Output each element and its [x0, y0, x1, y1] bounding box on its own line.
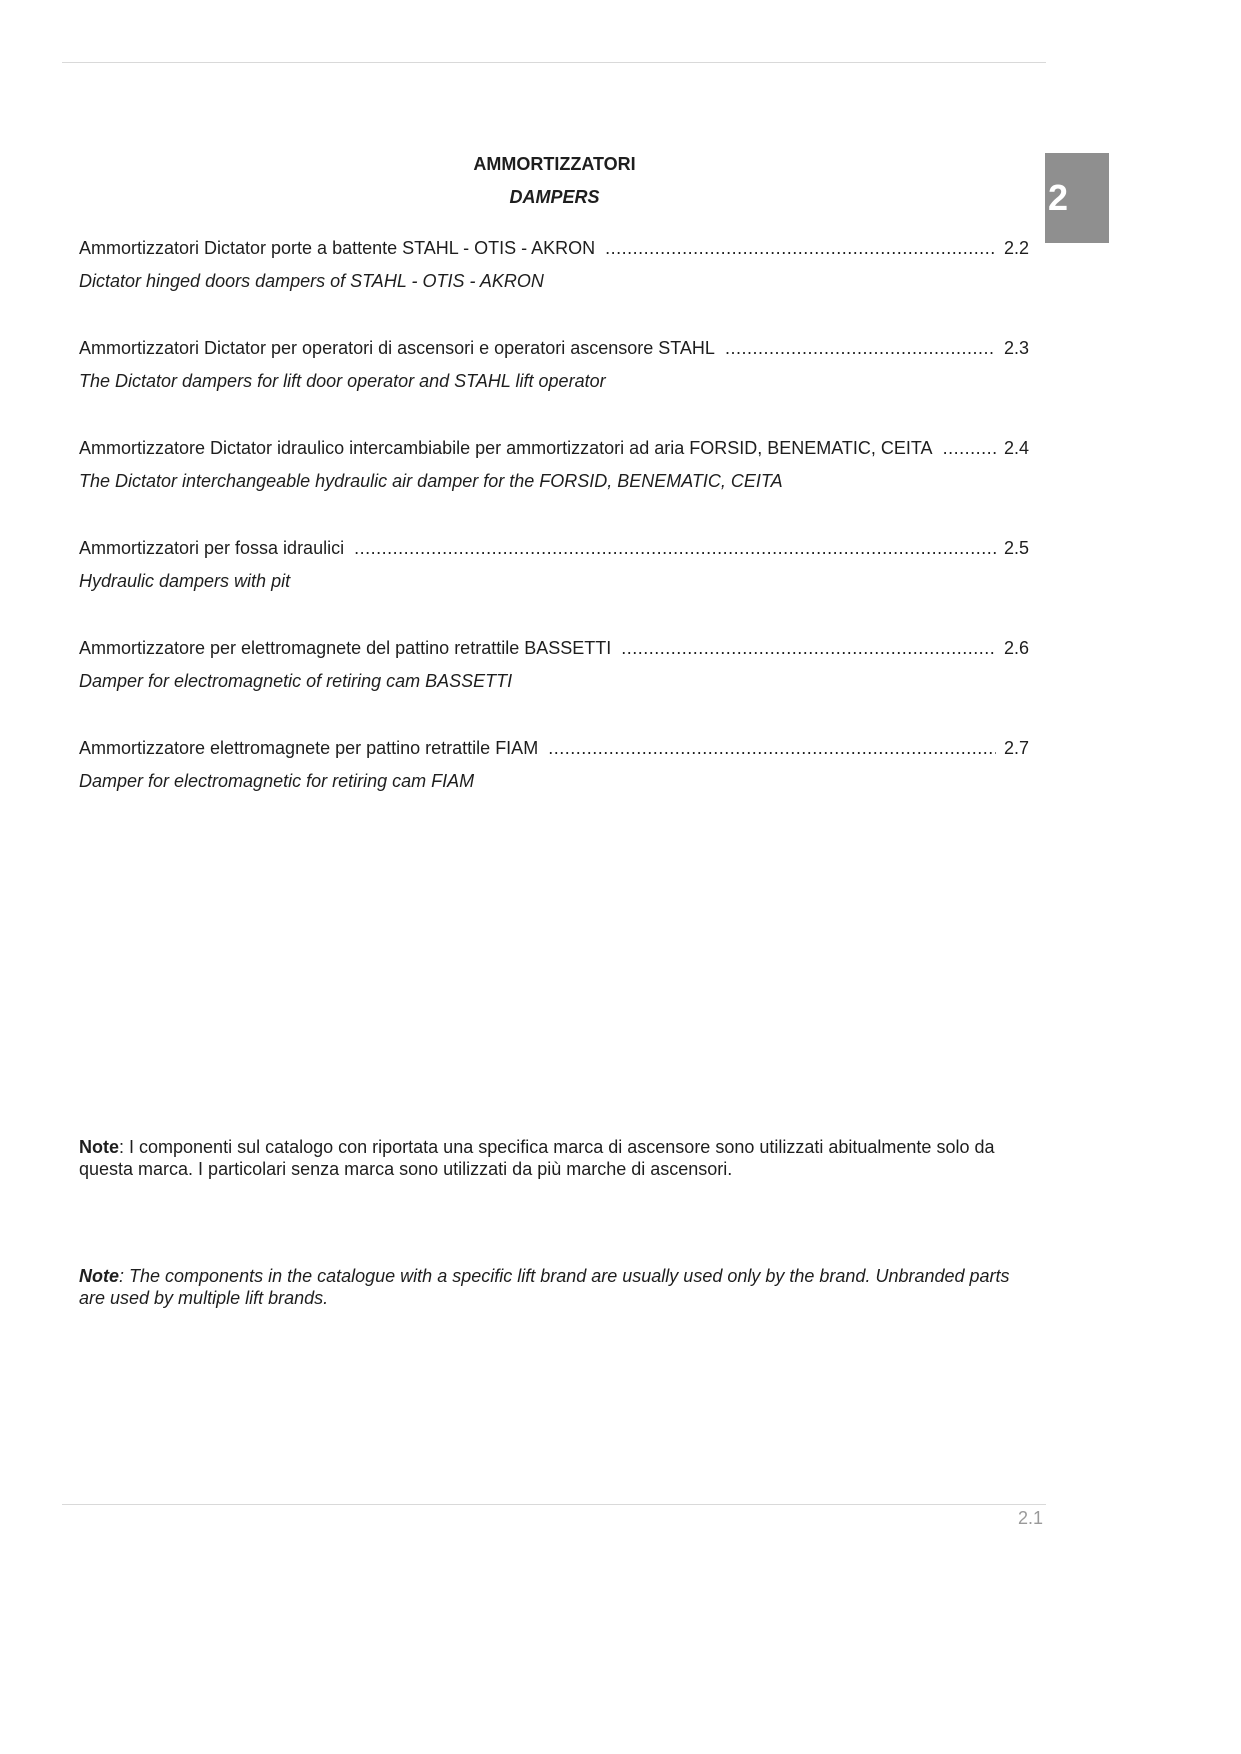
leader-dots: [621, 637, 996, 659]
leader-dots: [354, 537, 996, 559]
page-number: 2.1: [1018, 1508, 1044, 1528]
toc-entry-subtitle: Damper for electromagnetic for retiring cam FIAM: [79, 771, 475, 791]
note-label: Note: [79, 1137, 119, 1157]
toc-entry-subtitle: Damper for electromagnetic of retiring cam BASSETTI: [79, 671, 513, 691]
note-text: : The components in the catalogue with a specific lift brand are usually used only by the brand. Unbranded parts are used by multiple lift brands.: [79, 1266, 1010, 1308]
toc-entry-label[interactable]: Ammortizzatore Dictator idraulico intercambiabile per ammortizzatori ad aria FORSID, BENEMATIC, CEITA: [79, 438, 933, 458]
toc-entry: [79, 337, 1029, 437]
note-italian: [79, 1136, 1034, 1180]
leader-dots: [605, 237, 996, 259]
toc-entry-label[interactable]: Ammortizzatori Dictator porte a battente STAHL - OTIS - AKRON: [79, 238, 596, 258]
toc-entry-page[interactable]: 2.7: [1003, 738, 1029, 758]
toc-entry-page[interactable]: 2.6: [1003, 638, 1029, 658]
toc-entry-subtitle: Dictator hinged doors dampers of STAHL - OTIS - AKRON: [79, 271, 544, 291]
toc-entry-page[interactable]: 2.4: [1003, 438, 1029, 458]
toc-entry-label[interactable]: Ammortizzatori Dictator per operatori di ascensori e operatori ascensore STAHL: [79, 338, 715, 358]
section-tab: 2: [1045, 153, 1109, 243]
section-title-english: DAMPERS: [509, 187, 600, 207]
leader-dots: [548, 737, 996, 759]
toc-entry-label[interactable]: Ammortizzatore per elettromagnete del pattino retrattile BASSETTI: [79, 638, 612, 658]
toc-entry-page[interactable]: 2.3: [1003, 338, 1029, 358]
toc-entry: [79, 637, 1029, 737]
toc-entry-subtitle: Hydraulic dampers with pit: [79, 571, 291, 591]
toc-entry: [79, 437, 1029, 537]
leader-dots: [725, 337, 996, 359]
section-title: AMMORTIZZATORI: [473, 154, 636, 174]
toc-entry: [79, 537, 1029, 637]
header-rule: [62, 62, 1046, 63]
note-label: Note: [79, 1266, 119, 1286]
toc-entry: [79, 237, 1029, 337]
toc-entry-label[interactable]: Ammortizzatore elettromagnete per pattino retrattile FIAM: [79, 738, 539, 758]
note-english: [79, 1265, 1034, 1309]
footer-rule: [62, 1504, 1046, 1505]
toc-entry: [79, 737, 1029, 837]
toc-entry-label[interactable]: Ammortizzatori per fossa idraulici: [79, 538, 345, 558]
table-of-contents: [79, 237, 1029, 837]
note-text: : I componenti sul catalogo con riportata una specifica marca di ascensore sono utilizzati abitualmente solo da questa marca. I particolari senza marca sono utilizzati da più marche di ascensori.: [79, 1137, 995, 1179]
toc-entry-subtitle: The Dictator interchangeable hydraulic air damper for the FORSID, BENEMATIC, CEITA: [79, 471, 783, 491]
toc-entry-subtitle: The Dictator dampers for lift door operator and STAHL lift operator: [79, 371, 606, 391]
leader-dots: [943, 437, 996, 459]
toc-entry-page[interactable]: 2.2: [1003, 238, 1029, 258]
toc-entry-page[interactable]: 2.5: [1003, 538, 1029, 558]
